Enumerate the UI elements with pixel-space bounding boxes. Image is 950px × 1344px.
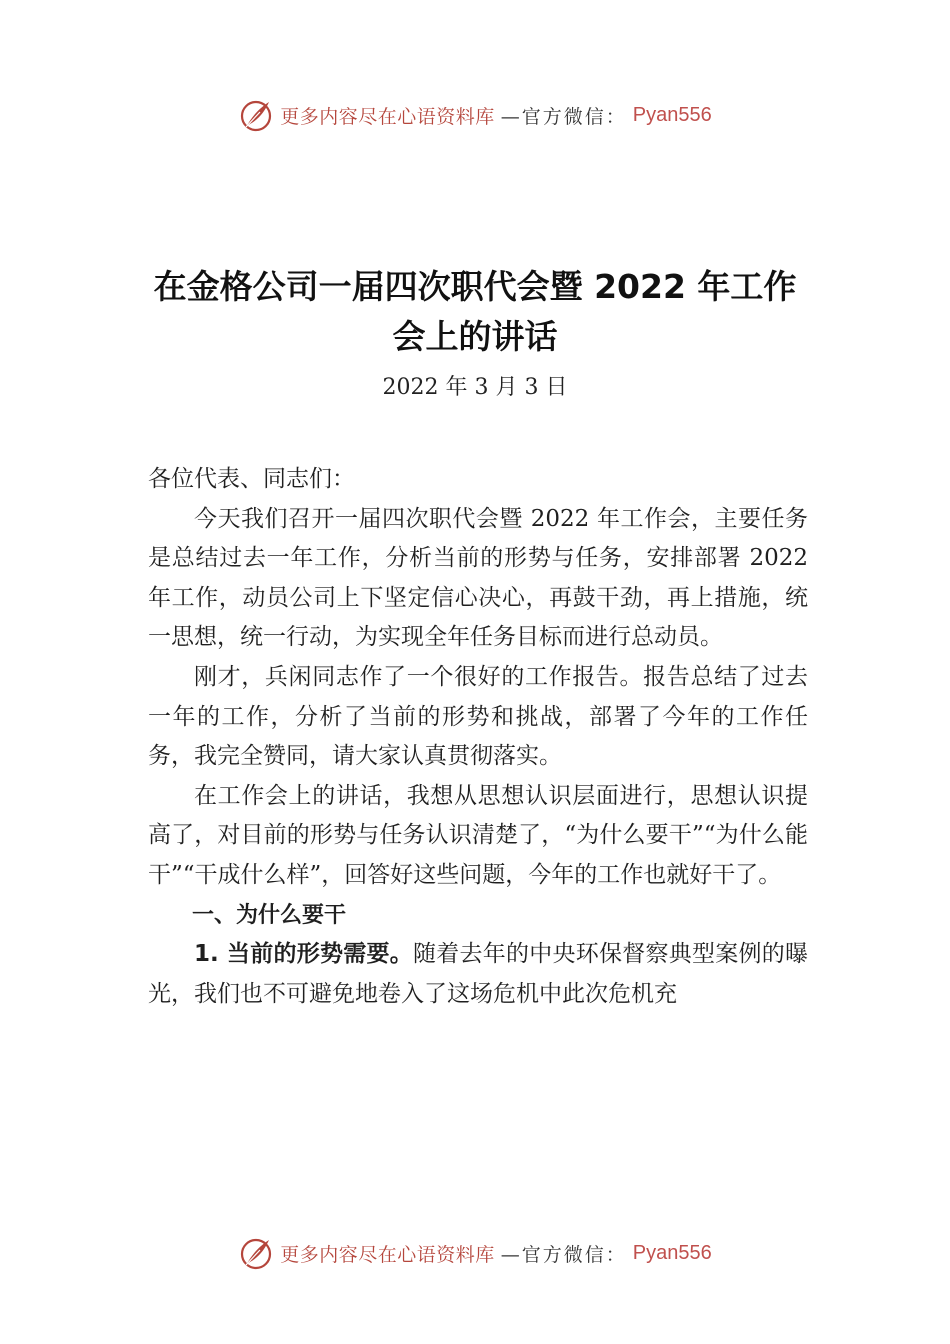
subsection-1-label: 1. 当前的形势需要。 [194, 941, 413, 968]
footer-watermark [0, 1233, 950, 1273]
header-watermark [0, 95, 950, 135]
watermark-wechat-id: Pyan556 [632, 103, 712, 126]
watermark-library-text: 更多内容尽在心语资料库 [280, 1243, 495, 1266]
salutation: 各位代表、同志们： [148, 466, 355, 492]
feather-pen-logo-icon [238, 1235, 274, 1271]
watermark-library-text: 更多内容尽在心语资料库 [280, 105, 495, 128]
subsection-1-text: 随着去年的中央环保督察典型案例的曝光，我们也不可避免地卷入了这场危机中此次危机充 [148, 941, 808, 1007]
title-line-1: 在金格公司一届四次职代会暨 2022 年工作 [153, 267, 797, 306]
document-body [148, 460, 808, 1014]
paragraph-3: 在工作会上的讲话，我想从思想认识层面进行，思想认识提高了，对目前的形势与任务认识清楚了，“为什么要干”“为什么能干”“干成什么样”，回答好这些问题，今年的工作也就好干了。 [148, 782, 808, 888]
title-line-2: 会上的讲话 [392, 317, 558, 356]
document-date: 2022 年 3 月 3 日 [382, 375, 568, 400]
watermark-wechat-label: —官方微信： [500, 105, 627, 128]
section-1-heading: 一、为什么要干 [192, 902, 347, 928]
document-title [0, 262, 950, 362]
feather-pen-logo-icon [238, 97, 274, 133]
subsection-1 [148, 935, 808, 1014]
paragraph-2: 刚才，兵闲同志作了一个很好的工作报告。报告总结了过去一年的工作，分析了当前的形势和挑战，部署了今年的工作任务，我完全赞同，请大家认真贯彻落实。 [148, 663, 808, 770]
watermark-wechat-label: —官方微信： [500, 1243, 627, 1266]
watermark-wechat-id: Pyan556 [632, 1241, 712, 1264]
paragraph-1: 今天我们召开一届四次职代会暨 2022 年工作会，主要任务是总结过去一年工作，分析当前的形势与任务，安排部署 2022 年工作，动员公司上下坚定信心决心，再鼓干劲，再上措施，统一思想，统一行动，为实现全年任务目标而进行总动员。 [148, 505, 808, 651]
